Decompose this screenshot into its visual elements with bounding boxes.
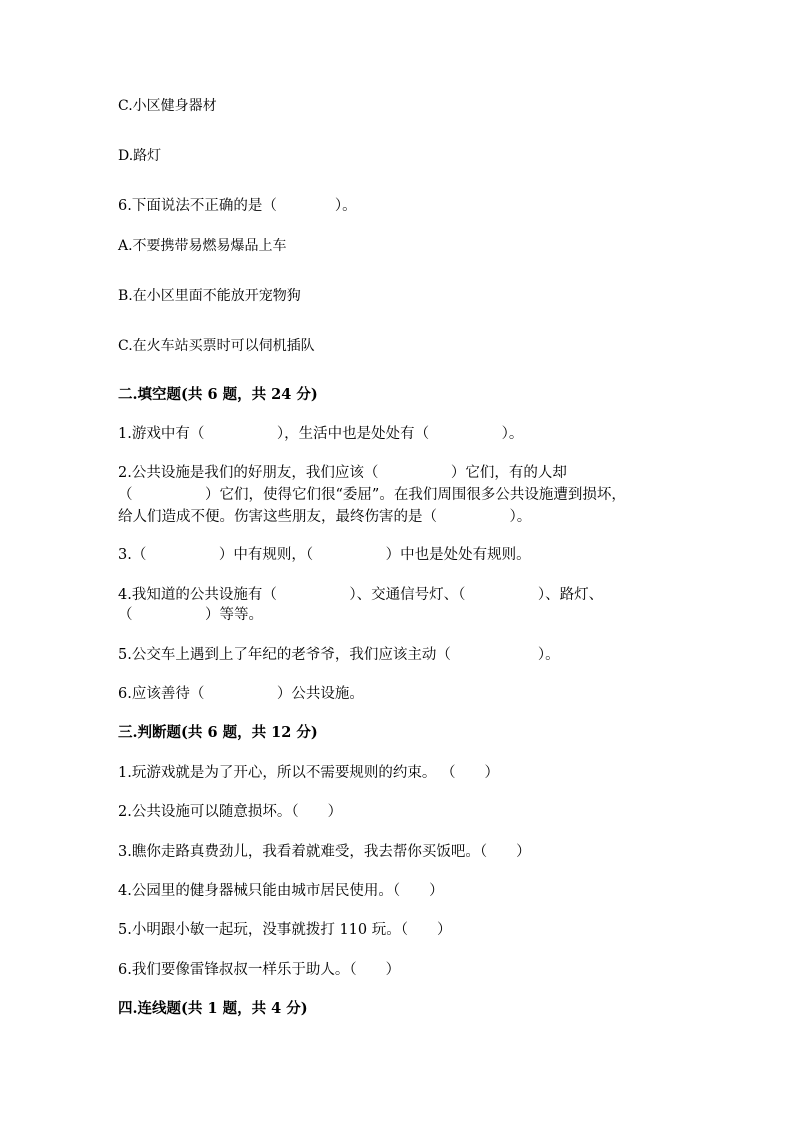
q6-option-c: C.在火车站买票时可以伺机插队 (118, 338, 315, 354)
fill-question-3: 3.（ ）中有规则，（ ）中也是处处有规则。 (118, 547, 531, 563)
judge-question-2: 2.公共设施可以随意损坏。（ ） (118, 804, 343, 820)
q6-option-a: A.不要携带易燃易爆品上车 (118, 238, 287, 254)
fill-question-6: 6.应该善待（ ）公共设施。 (118, 686, 364, 702)
q6-option-b: B.在小区里面不能放开宠物狗 (118, 288, 301, 304)
fill-question-4-line-2: （ ）等等。 (118, 607, 263, 623)
section-heading-true-false: 三.判断题(共 6 题，共 12 分) (118, 724, 318, 741)
question-6-incorrect-statement: 6.下面说法不正确的是（ ）。 (118, 198, 357, 214)
section-heading-fill-in: 二.填空题(共 6 题，共 24 分) (118, 386, 318, 403)
option-c-fitness-equipment: C.小区健身器材 (118, 98, 217, 114)
fill-question-4-line-1: 4.我知道的公共设施有（ ）、交通信号灯、（ ）、路灯、 (118, 587, 604, 603)
fill-question-2-line-1: 2.公共设施是我们的好朋友，我们应该（ ）它们，有的人却 (118, 465, 567, 481)
option-d-street-lamp: D.路灯 (118, 148, 162, 164)
judge-question-6: 6.我们要像雷锋叔叔一样乐于助人。（ ） (118, 962, 401, 978)
judge-question-5: 5.小明跟小敏一起玩，没事就拨打 110 玩。（ ） (118, 922, 452, 938)
fill-question-2-line-3: 给人们造成不便。伤害这些朋友，最终伤害的是（ ）。 (118, 509, 532, 525)
fill-question-2-line-2: （ ）它们，使得它们很“委屈”。在我们周围很多公共设施遭到损坏， (118, 487, 626, 503)
section-heading-matching: 四.连线题(共 1 题，共 4 分) (118, 1000, 308, 1017)
fill-question-5: 5.公交车上遇到上了年纪的老爷爷，我们应该主动（ ）。 (118, 647, 560, 663)
judge-question-3: 3.瞧你走路真费劲儿，我看着就难受，我去帮你买饭吧。（ ） (118, 844, 531, 860)
fill-question-1: 1.游戏中有（ ），生活中也是处处有（ ）。 (118, 426, 524, 442)
judge-question-4: 4.公园里的健身器械只能由城市居民使用。（ ） (118, 883, 444, 899)
judge-question-1: 1.玩游戏就是为了开心，所以不需要规则的约束。 （ ） (118, 765, 499, 781)
